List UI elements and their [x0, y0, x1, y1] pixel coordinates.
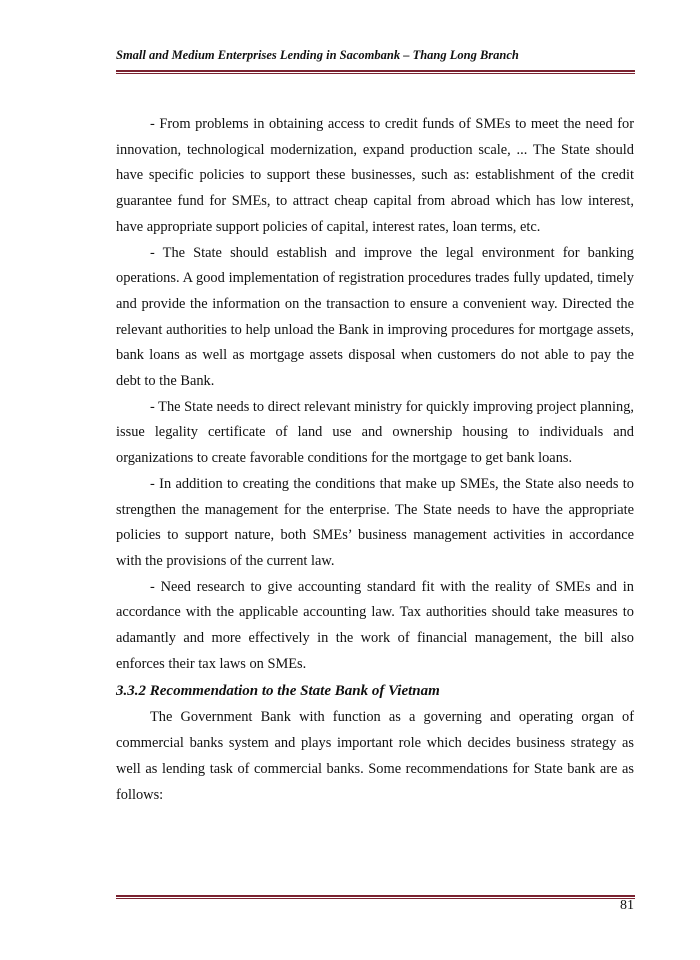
- paragraph-3: - The State needs to direct relevant ministry for quickly improving project planning, issue legality certificate of land use and ownership housing to individuals and organizations to create favorable conditions for the mortgage to get bank loans.: [116, 398, 634, 467]
- header-rule-thick: [116, 70, 635, 72]
- footer-rule-thick: [116, 895, 635, 897]
- section-heading: 3.3.2 Recommendation to the State Bank of Vietnam: [116, 683, 440, 700]
- paragraph-1: - From problems in obtaining access to credit funds of SMEs to meet the need for innovation, technological modernization, expand production scale, ... The State should have specific policies to support these businesses, such as: establishment of the credit guarantee fund for SMEs, to attract cheap capital from abroad which has low interest, have appropriate support policies of capital, interest rates, loan terms, etc.: [116, 116, 634, 235]
- running-header: Small and Medium Enterprises Lending in Sacombank – Thang Long Branch: [116, 48, 519, 62]
- closing-paragraph: The Government Bank with function as a governing and operating organ of commercial banks system and plays important role which decides business strategy as well as lending task of commercial banks. Some recommendations for State bank are as follows:: [116, 709, 634, 803]
- body-text: [116, 112, 634, 808]
- paragraph-4: - In addition to creating the conditions that make up SMEs, the State also needs to strengthen the management for the enterprise. The State needs to have the appropriate policies to support nature, both SMEs’ business management activities in accordance with the provisions of the current law.: [116, 475, 634, 569]
- paragraph-5: - Need research to give accounting standard fit with the reality of SMEs and in accordance with the applicable accounting law. Tax authorities should take measures to adamantly and more effectively in the work of financial management, the bill also enforces their tax laws on SMEs.: [116, 578, 634, 672]
- page-number: 81: [620, 898, 634, 913]
- paragraph-2: - The State should establish and improve the legal environment for banking operations. A good implementation of registration procedures trades fully updated, timely and provide the information on the transaction to ensure a convenient way. Directed the relevant authorities to help unload the Bank in improving procedures for mortgage assets, bank loans as well as mortgage assets disposal when customers do not able to pay the debt to the Bank.: [116, 244, 634, 390]
- header-rule-thin: [116, 73, 635, 74]
- footer-rule-thin: [116, 898, 635, 899]
